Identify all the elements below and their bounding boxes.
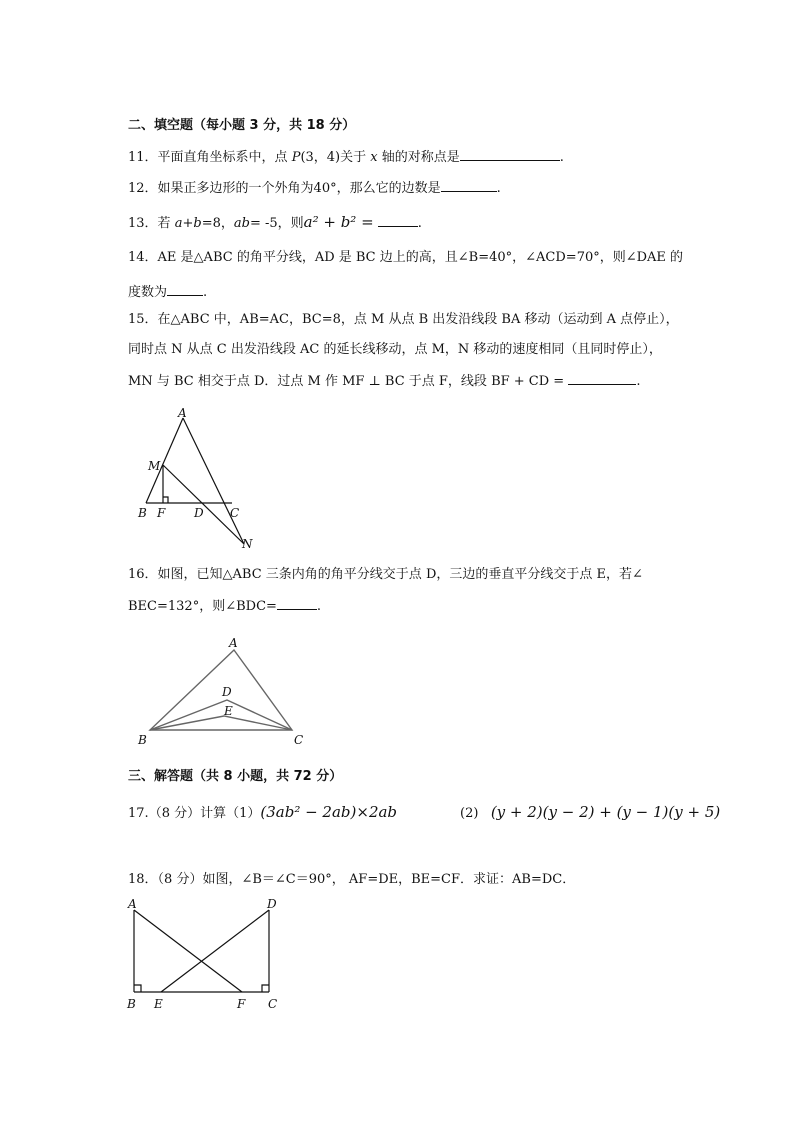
q15-label-b: B (138, 506, 147, 520)
q13-formula: a² + b² = (303, 213, 374, 231)
section3-title: 三、解答题（共 8 小题，共 72 分） (128, 769, 343, 784)
q16-figure (132, 630, 312, 750)
question-16-line1 (128, 567, 643, 583)
question-17 (128, 804, 397, 822)
q15-label-c: C (230, 506, 240, 520)
q15-text-line1: 在△ABC 中，AB=AC，BC=8，点 M 从点 B 出发沿线段 BA 移动（运动到 A 点停止）， (157, 312, 679, 327)
q18-label-a: A (128, 897, 137, 911)
q12-answer-blank[interactable] (441, 179, 497, 192)
q14-text-line2: 度数为 (128, 285, 168, 300)
q13-end: . (417, 216, 422, 231)
q13-var-a: a (174, 216, 183, 231)
q15-end: . (636, 374, 641, 389)
q11-text-b: (3，4)关于 (300, 150, 371, 165)
q15-text-line3: MN 与 BC 相交于点 D．过点 M 作 MF ⊥ BC 于点 F，线段 BF + CD = (128, 374, 565, 389)
q18-figure (124, 896, 294, 1016)
q15-label-a: A (178, 406, 187, 420)
q16-number: 16． (128, 567, 158, 582)
q15-label-d: D (194, 506, 204, 520)
q14-end: . (203, 285, 208, 300)
q13-var-ab: ab (233, 216, 250, 231)
q18-right-angle-b (134, 985, 141, 992)
q16-label-c: C (294, 733, 304, 747)
question-18 (128, 872, 575, 888)
q15-label-m: M (148, 459, 161, 473)
q16-label-d: D (222, 685, 232, 699)
q13-var-b: b (193, 216, 202, 231)
section2-title: 二、填空题（每小题 3 分，共 18 分） (128, 118, 356, 133)
q14-answer-blank[interactable] (167, 283, 203, 296)
question-15-line1 (128, 312, 679, 328)
q13-text-c: = -5，则 (249, 216, 304, 231)
q14-number: 14． (128, 250, 158, 265)
q11-var-p: P (291, 150, 301, 165)
q17-number: 17. (128, 806, 149, 821)
question-15-line2 (128, 342, 662, 358)
q11-var-x: x (370, 150, 378, 165)
q16-text-line2: BEC=132°，则∠BDC= (128, 599, 277, 614)
question-11 (128, 148, 564, 166)
question-14-line1 (128, 250, 683, 266)
q11-number: 11． (128, 150, 158, 165)
q17-expression-2: (y + 2)(y − 2) + (y − 1)(y + 5) (490, 803, 721, 821)
q16-segments-bec (150, 716, 292, 730)
q13-plus: + (182, 216, 194, 231)
question-14-line2 (128, 283, 207, 301)
q17-expression-1: (3ab² − 2ab)×2ab (260, 803, 398, 821)
q12-text: 如果正多边形的一个外角为40°，那么它的边数是 (157, 181, 441, 196)
q18-label-c: C (268, 997, 278, 1011)
q11-text-c: 轴的对称点是 (377, 150, 460, 165)
q15-figure (128, 404, 268, 554)
q17-part2-label: (2) (460, 806, 479, 821)
question-17-part2 (460, 804, 720, 822)
q11-text-a: 平面直角坐标系中，点 (157, 150, 292, 165)
q11-end: . (559, 150, 564, 165)
question-16-line2 (128, 597, 321, 615)
q13-answer-blank[interactable] (378, 214, 418, 227)
q11-answer-blank[interactable] (460, 148, 560, 161)
q13-text-b: =8， (201, 216, 234, 231)
q14-text-line1: AE 是△ABC 的角平分线，AD 是 BC 边上的高，且∠B=40°，∠ACD=70°，则∠DAE 的 (157, 250, 684, 265)
q16-label-a: A (229, 636, 238, 650)
q18-text: （8 分）如图，∠B＝∠C＝90°， AF=DE，BE=CF．求证：AB=DC． (157, 872, 576, 887)
q15-label-n: N (242, 537, 253, 551)
q18-label-d: D (267, 897, 277, 911)
q12-number: 12． (128, 181, 158, 196)
q18-segment-de (161, 910, 269, 992)
q16-label-e: E (224, 704, 233, 718)
question-13 (128, 214, 422, 232)
q15-segment-an (183, 418, 244, 544)
q16-end: . (316, 599, 322, 614)
q17-text: （8 分）计算（1） (148, 806, 261, 821)
q18-label-f: F (237, 997, 246, 1011)
q18-segment-af (134, 910, 242, 992)
question-15-line3 (128, 372, 640, 390)
q15-segment-mn (163, 465, 244, 544)
q18-label-b: B (127, 997, 136, 1011)
q15-answer-blank[interactable] (568, 372, 636, 385)
q13-text-a: 若 (157, 216, 175, 231)
q15-label-f: F (157, 506, 166, 520)
q13-number: 13． (128, 216, 158, 231)
q18-label-e: E (154, 997, 163, 1011)
question-12 (128, 179, 501, 197)
q16-triangle-abc (150, 650, 292, 730)
q12-end: . (496, 181, 501, 196)
q15-right-angle-mark (163, 497, 168, 503)
q15-number: 15． (128, 312, 158, 327)
q15-text-line2: 同时点 N 从点 C 出发沿线段 AC 的延长线移动，点 M，N 移动的速度相同（且同时停止）， (128, 342, 662, 357)
q16-label-b: B (138, 733, 147, 747)
q18-number: 18． (128, 872, 158, 887)
q18-right-angle-c (262, 985, 269, 992)
q16-answer-blank[interactable] (277, 597, 317, 610)
q16-text-line1: 如图，已知△ABC 三条内角的角平分线交于点 D，三边的垂直平分线交于点 E，若∠ (157, 567, 643, 582)
